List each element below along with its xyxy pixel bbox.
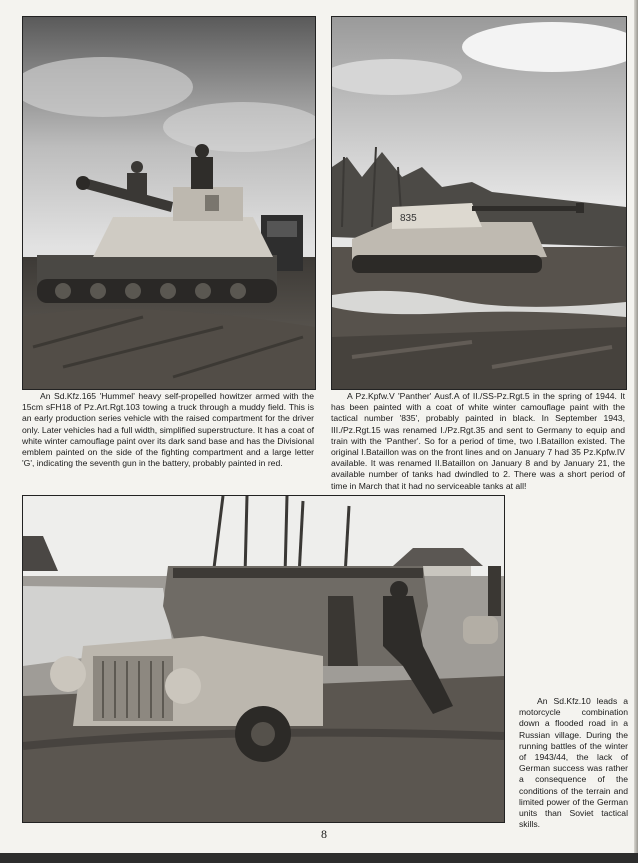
photo-panther-tank	[331, 16, 627, 390]
caption-sdkfz10: An Sd.Kfz.10 leads a motorcycle combination down a flooded road in a Russian village. During the running battles of the winter of 1943/44, the lack of German success was rather a consequence of the conditions of the terrain and limited power of the German units than Soviet tactical skills.	[519, 696, 628, 830]
scan-bottom-edge	[0, 853, 638, 863]
photo-sdkfz10-flooded-road	[22, 495, 505, 823]
page-edge	[634, 0, 638, 863]
photo-hummel-image	[23, 17, 315, 389]
photo-sdkfz10-image	[23, 496, 504, 822]
photo-panther-image	[332, 17, 626, 389]
caption-panther: A Pz.Kpfw.V 'Panther' Ausf.A of II./SS-Pz.Rgt.5 in the spring of 1944. It has been painted with a coat of white winter camouflage paint with the tactical number '835', probably painted in black. In September 1943, III./Pz.Rgt.15 was renamed I./Pz.Rgt.35 and sent to Germany to equip and train with the 'Panther'. So for a period of time, two I.Bataillon existed. The original I.Bataillon was on the front lines and on January 7 had 35 Pz.Kpfw.IV available. It was renamed II.Bataillon on January 8 and by January 21, the available number of tanks had dwindled to 2. There was a short period of time in March that it had no serviceable tanks at all!	[331, 391, 625, 491]
caption-hummel: An Sd.Kfz.165 'Hummel' heavy self-propelled howitzer armed with the 15cm sFH18 of Pz.Art.Rgt.103 towing a truck through a muddy field. This is an early production series vehicle with the raised compartment for the driver only. Later vehicles had a full width, simplified superstructure. It has a coat of white winter camouflage paint over its dark sand base and has the Divisional emblem painted on the side of the fighting compartment and a large letter 'G', indicating the seventh gun in the battery, probably painted in red.	[22, 391, 314, 469]
page-number: 8	[321, 827, 327, 841]
svg-text:835: 835	[400, 213, 417, 224]
photo-hummel-howitzer	[22, 16, 316, 390]
